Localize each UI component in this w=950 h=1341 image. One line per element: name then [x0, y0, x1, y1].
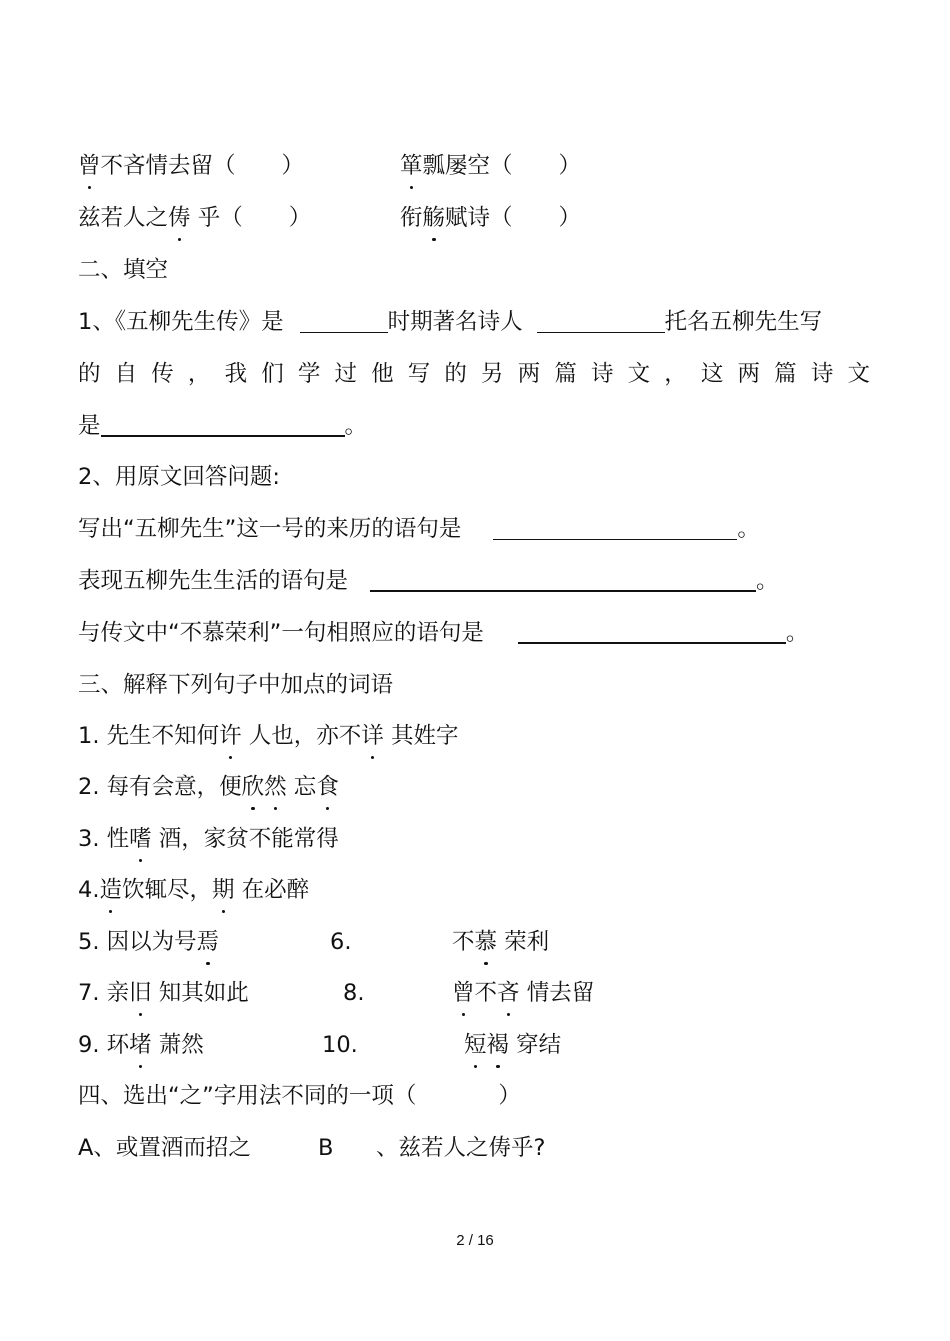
vocab-row-1-b: 箪瓢屡空（ ）: [400, 153, 582, 179]
spread-char: 写: [407, 361, 431, 387]
blank-poems[interactable]: [101, 413, 345, 437]
item-4: 4.造饮辄尽，期 在必醉: [78, 877, 310, 903]
section-2-heading: 二、填空: [78, 257, 169, 283]
spread-char: ，: [187, 361, 211, 387]
question-1-line-1: 1、《五柳先生传》是 时期著名诗人 托名五柳先生写: [78, 309, 823, 335]
dotted-char: 详: [361, 723, 384, 749]
section-4-heading: 四、选出“之”字用法不同的一项（ ）: [78, 1083, 521, 1109]
page-number: 2 / 16: [456, 1232, 494, 1249]
section-3-heading: 三、解释下列句子中加点的词语: [78, 672, 394, 698]
option-b-letter: B: [318, 1135, 334, 1161]
dotted-char: 堵: [129, 1032, 152, 1058]
spread-char: 的: [444, 361, 467, 387]
item-6: 不慕 荣利: [452, 929, 550, 955]
item-10: 短褐 穿结: [464, 1032, 562, 1058]
option-a: A、或置酒而招之: [78, 1135, 251, 1161]
blank-echo[interactable]: [518, 620, 786, 644]
blank-era[interactable]: [300, 310, 388, 333]
item-9: 9. 环堵 萧然: [78, 1032, 204, 1058]
spread-char: 传: [151, 361, 174, 387]
blank-life[interactable]: [370, 568, 756, 592]
dotted-char: 短: [464, 1032, 487, 1058]
spread-char: 文: [847, 361, 870, 387]
dotted-char: 焉: [196, 929, 220, 955]
spread-char: 我: [224, 361, 248, 387]
dotted-char: 曾: [78, 153, 101, 179]
dotted-char: 褐: [486, 1032, 510, 1058]
item-7: 7. 亲旧 知其如此: [78, 980, 249, 1006]
blank-name-origin[interactable]: [493, 517, 737, 540]
vocab-row-2-b: 衔觞赋诗（ ）: [400, 205, 582, 231]
spread-char: 诗: [590, 361, 614, 387]
dotted-char: 造: [99, 877, 122, 903]
item-3: 3. 性嗜 酒，家贫不能常得: [78, 826, 339, 852]
item-5: 5. 因以为号焉: [78, 929, 220, 955]
item-8: 曾不吝 情去留: [452, 980, 595, 1006]
question-2b: 表现五柳先生生活的语句是 。: [78, 568, 779, 594]
dotted-char: 慕: [474, 929, 498, 955]
dotted-char: 吝: [497, 980, 520, 1006]
spread-char: 两: [737, 361, 761, 387]
spread-char: 自: [114, 361, 138, 387]
item-2: 2. 每有会意，便欣然 忘食: [78, 774, 339, 800]
spread-char: 两: [517, 361, 541, 387]
dotted-char: 然: [264, 774, 287, 800]
dotted-char: 欣: [241, 774, 265, 800]
dotted-char: 嗜: [129, 826, 152, 852]
spread-char: 文: [627, 361, 651, 387]
item-8-number: 8.: [343, 980, 365, 1006]
vocab-row-2: 兹若人之俦 乎（ ）: [78, 205, 312, 231]
question-1-line-3: 是 。: [78, 413, 368, 439]
spread-char: 过: [334, 361, 357, 387]
spread-char: ，: [664, 361, 687, 387]
dotted-char: 许: [219, 723, 242, 749]
item-1: 1. 先生不知何许 人也，亦不详 其姓字: [78, 723, 459, 749]
dotted-char: 俦: [168, 205, 191, 231]
option-b: 、兹若人之俦乎?: [376, 1135, 546, 1161]
question-2-title: 2、用原文回答问题:: [78, 464, 280, 490]
dotted-char: 箪: [400, 153, 423, 179]
spread-char: 他: [371, 361, 394, 387]
spread-char: 篇: [554, 361, 577, 387]
dotted-char: 觞: [422, 205, 446, 231]
item-10-number: 10.: [322, 1032, 358, 1058]
item-6-number: 6.: [330, 929, 352, 955]
vocab-row-1: 曾不吝情去留（ ）: [78, 153, 305, 179]
spread-char: 学: [297, 361, 321, 387]
spread-char: 这: [700, 361, 724, 387]
spread-char: 篇: [774, 361, 797, 387]
blank-poet[interactable]: [537, 310, 665, 333]
question-2a: 写出“五柳先生”这一号的来历的语句是 。: [78, 516, 760, 542]
spread-char: 另: [481, 361, 504, 387]
spread-char: 的: [78, 361, 101, 387]
spread-char: 诗: [810, 361, 834, 387]
dotted-char: 期: [212, 877, 235, 903]
dotted-char: 曾: [452, 980, 475, 1006]
dotted-char: 食: [316, 774, 339, 800]
question-1-line-2: [78, 359, 870, 389]
dotted-char: 旧: [129, 980, 152, 1006]
spread-char: 们: [261, 361, 284, 387]
question-2c: 与传文中“不慕荣利”一句相照应的语句是 。: [78, 620, 809, 646]
